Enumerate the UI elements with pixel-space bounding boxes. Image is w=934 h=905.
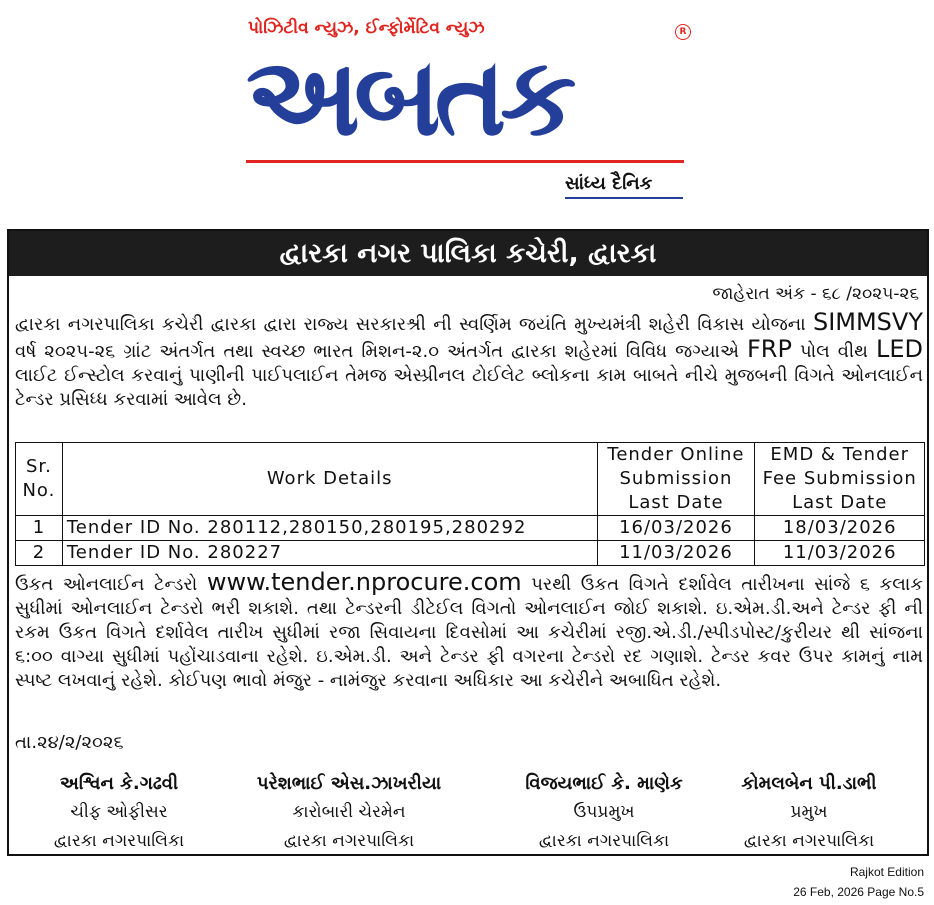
edition-name: Rajkot Edition	[849, 865, 924, 879]
tender-notice	[7, 229, 929, 856]
intro-text-1: દ્વારકા નગરપાલિકા કચેરી દ્વારકા દ્વારા રાજ્ય સરકારશ્રી ની સ્વર્ણિમ જયંતિ મુખ્યમંત્રી શહેરી વિકાસ યોજના	[15, 314, 813, 335]
signatory-name: કોમલબેન પી.ડાભી	[741, 773, 877, 794]
masthead-tagline: પોઝિટીવ ન્યુઝ, ઈન્ફોર્મેટિવ ન્યુઝ	[248, 18, 485, 38]
signatory-designation: ચીફ ઓફીસર	[70, 802, 168, 822]
signatory-block	[239, 770, 459, 856]
newspaper-logo: અબતક	[246, 35, 571, 160]
row-emd-date: 18/03/2026	[755, 516, 925, 541]
frp-label: FRP	[746, 335, 792, 363]
signatory-designation: ઉપપ્રમુખ	[573, 802, 635, 822]
signatory-block	[494, 770, 714, 856]
row-sr-no: 1	[16, 516, 63, 541]
row-online-date: 11/03/2026	[597, 541, 755, 566]
row-work-details: Tender ID No. 280112,280150,280195,280292	[62, 516, 597, 541]
signatory-office: દ્વારકા નગરપાલિકા	[743, 831, 875, 851]
details-text-2: પરથી ઉકત વિગતે દર્શાવેલ તારીખના સાંજે ૬ કલાક સુધીમાં ઓનલાઈન ટેન્ડરો ભરી શકાશે. તથા ટેન્ડરની ડીટેઈલ વિગતો ઓનલાઈન જોઈ શકાશે. ઇ.એમ.ડી.અને ટેન્ડર ફી ની રકમ ઉકત વિગતે દર્શાવેલ તારીખ સુધીમાં રજા સિવાયના દિવસોમાં આ કચેરીમાં રજી.એ.ડી./સ્પીડપોસ્ટ/કુરીયર થી સાંજના ૬:૦૦ વાગ્યા સુધીમાં પહોંચાડવાના રહેશે. ઇ.એમ.ડી. અને ટેન્ડર ફી વગરના ટેન્ડરો રદ ગણાશે. ટેન્ડર કવર ઉપર કામનું નામ સ્પષ્ટ લખવાનું રહેશે. કોઈપણ ભાવો મંજુર - નામંજુર કરવાના અધિકાર આ કચેરીને અબાધિત રહેશે.	[15, 574, 923, 691]
led-label: LED	[875, 335, 923, 363]
tender-table	[15, 442, 925, 566]
notice-intro-paragraph	[15, 310, 923, 412]
subtagline-underline	[565, 197, 683, 199]
signatory-name: વિજયભાઈ કે. માણેક	[525, 773, 683, 794]
advertisement-number: જાહેરાત અંક - ૬૮ /૨૦૨૫-૨૬	[712, 284, 919, 304]
signatory-designation: પ્રમુખ	[790, 802, 828, 822]
signatory-block	[9, 770, 229, 856]
row-emd-date: 11/03/2026	[755, 541, 925, 566]
signatory-name: પરેશભાઈ એસ.ઝાખરીયા	[256, 773, 442, 794]
tender-website-link[interactable]: www.tender.nprocure.com	[206, 568, 522, 596]
table-header-row	[16, 443, 925, 516]
logo-underline	[246, 160, 684, 163]
notice-date: તા.૨૪/૨/૨૦૨૬	[15, 732, 124, 753]
edition-info	[793, 862, 924, 902]
signatory-name: અશ્વિન કે.ગઢવી	[59, 773, 179, 794]
table-row	[16, 516, 925, 541]
header-emd-fee-submission: EMD & Tender Fee Submission Last Date	[755, 443, 925, 516]
notice-details-paragraph	[15, 570, 923, 693]
masthead	[0, 0, 934, 215]
edition-date-page: 26 Feb, 2026 Page No.5	[793, 885, 924, 899]
signatory-office: દ્વારકા નગરપાલિકા	[283, 831, 415, 851]
intro-text-2: વર્ષ ૨૦૨૫-૨૬ ગ્રાંટ અંતર્ગત તથા સ્વચ્છ ભારત મિશન-૨.૦ અંતર્ગત દ્વારકા શહેરમાં વિવિધ જગ્યાએ	[15, 341, 747, 362]
row-work-details: Tender ID No. 280227	[62, 541, 597, 566]
signatory-office: દ્વારકા નગરપાલિકા	[53, 831, 185, 851]
scheme-name: SIMMSVY	[812, 308, 923, 336]
intro-text-3: પોલ વીથ	[791, 341, 876, 362]
masthead-subtagline: સાંધ્ય દૈનિક	[565, 173, 653, 194]
header-sr-no: Sr. No.	[16, 443, 63, 516]
header-work-details: Work Details	[62, 443, 597, 516]
row-online-date: 16/03/2026	[597, 516, 755, 541]
row-sr-no: 2	[16, 541, 63, 566]
signatory-designation: કારોબારી ચેરમેન	[292, 802, 406, 822]
signatory-block	[699, 770, 919, 856]
registered-mark-icon: R	[675, 24, 691, 40]
intro-text-4: લાઈટ ઈન્સ્ટોલ કરવાનું પાણીની પાઈપલાઈન તેમજ એસ્પ્રીનલ ટોઈલેટ બ્લોકના કામ બાબતે નીચે મુજબની વિગતે ઓનલાઈન ટેન્ડર પ્રસિધ્ધ કરવામાં આવેલ છે.	[15, 365, 923, 410]
table-row	[16, 541, 925, 566]
notice-heading: દ્વારકા નગર પાલિકા કચેરી, દ્વારકા	[9, 231, 927, 276]
signatory-office: દ્વારકા નગરપાલિકા	[538, 831, 670, 851]
details-text-1: ઉકત ઓનલાઈન ટેન્ડરો	[15, 574, 207, 595]
header-online-submission: Tender Online Submission Last Date	[597, 443, 755, 516]
